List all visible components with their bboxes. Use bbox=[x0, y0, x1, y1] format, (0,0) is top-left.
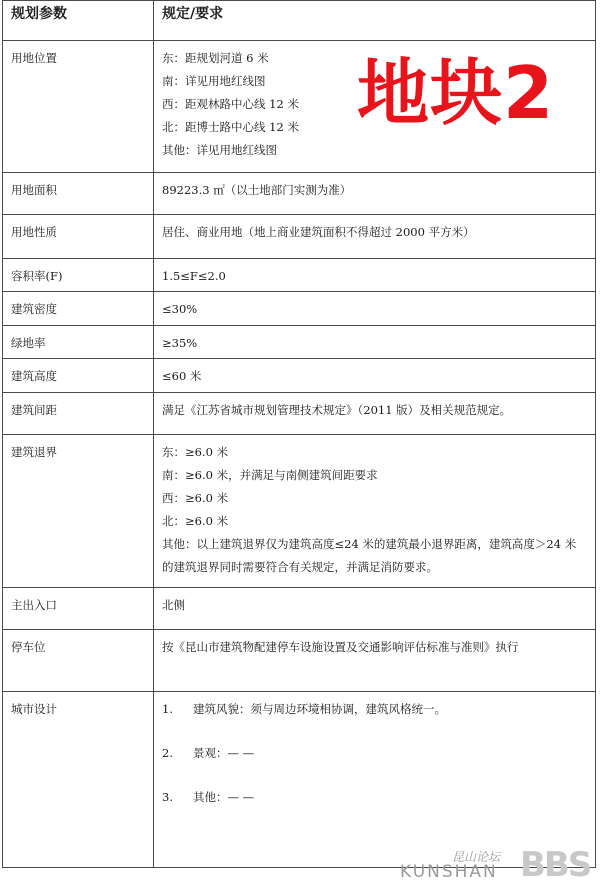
table-row bbox=[3, 326, 596, 359]
row-label: 用地性质 bbox=[3, 215, 154, 259]
row-value: 北侧 bbox=[154, 588, 596, 630]
row-value: 按《昆山市建筑物配建停车设施设置及交通影响评估标准与准则》执行 bbox=[154, 630, 596, 692]
table-row bbox=[3, 692, 596, 868]
location-east: 东：距规划河道 6 米 bbox=[162, 51, 269, 65]
table-row bbox=[3, 393, 596, 435]
row-label: 主出入口 bbox=[3, 588, 154, 630]
row-label: 用地面积 bbox=[3, 173, 154, 215]
header-parameter: 规划参数 bbox=[3, 1, 154, 41]
row-value: 1.5≤F≤2.0 bbox=[154, 259, 596, 292]
table-row bbox=[3, 215, 596, 259]
setback-south: 南：≥6.0 米，并满足与南侧建筑间距要求 bbox=[162, 468, 378, 482]
row-label: 停车位 bbox=[3, 630, 154, 692]
design-item: 1. 建筑风貌：须与周边环境相协调，建筑风格统一。 bbox=[162, 702, 446, 716]
design-item: 2. 景观：— — bbox=[162, 746, 255, 760]
row-label: 建筑高度 bbox=[3, 359, 154, 393]
row-value: ≤30% bbox=[154, 292, 596, 326]
forum-logo bbox=[400, 845, 595, 885]
table-row bbox=[3, 359, 596, 393]
row-value: ≤60 米 bbox=[154, 359, 596, 393]
location-other: 其他：详见用地红线图 bbox=[162, 143, 277, 157]
row-value: ≥35% bbox=[154, 326, 596, 359]
table-row bbox=[3, 435, 596, 588]
row-label: 建筑退界 bbox=[3, 435, 154, 588]
row-value bbox=[154, 692, 596, 868]
row-label: 容积率(F) bbox=[3, 259, 154, 292]
row-value bbox=[154, 435, 596, 588]
forum-logo-name: KUNSHAN bbox=[400, 862, 498, 882]
location-west: 西：距观林路中心线 12 米 bbox=[162, 97, 299, 111]
row-value: 居住、商业用地（地上商业建筑面积不得超过 2000 平方米） bbox=[154, 215, 596, 259]
location-north: 北：距博士路中心线 12 米 bbox=[162, 120, 299, 134]
row-label: 建筑密度 bbox=[3, 292, 154, 326]
table-row bbox=[3, 630, 596, 692]
design-item: 3. 其他：— — bbox=[162, 790, 255, 804]
table-row bbox=[3, 173, 596, 215]
header-requirement: 规定/要求 bbox=[154, 1, 596, 41]
row-label: 绿地率 bbox=[3, 326, 154, 359]
setback-east: 东：≥6.0 米 bbox=[162, 445, 229, 459]
table-header-row bbox=[3, 1, 596, 41]
setback-west: 西：≥6.0 米 bbox=[162, 491, 229, 505]
plot-label-overlay: 地块2 bbox=[357, 51, 555, 135]
row-label: 建筑间距 bbox=[3, 393, 154, 435]
row-label: 城市设计 bbox=[3, 692, 154, 868]
row-value: 89223.3 ㎡（以土地部门实测为准） bbox=[154, 173, 596, 215]
forum-logo-subtitle: 昆山论坛 bbox=[452, 850, 501, 864]
forum-logo-bbs: BBS bbox=[520, 845, 591, 885]
table-row bbox=[3, 292, 596, 326]
table-row bbox=[3, 588, 596, 630]
setback-other: 其他：以上建筑退界仅为建筑高度≤24 米的建筑最小退界距离，建筑高度＞24 米的建筑退界同时需要符合有关规定，并满足消防要求。 bbox=[162, 537, 577, 574]
location-south: 南：详见用地红线图 bbox=[162, 74, 266, 88]
table-row bbox=[3, 259, 596, 292]
row-value: 满足《江苏省城市规划管理技术规定》（2011 版）及相关规范规定。 bbox=[154, 393, 596, 435]
row-label: 用地位置 bbox=[3, 41, 154, 173]
setback-north: 北：≥6.0 米 bbox=[162, 514, 229, 528]
